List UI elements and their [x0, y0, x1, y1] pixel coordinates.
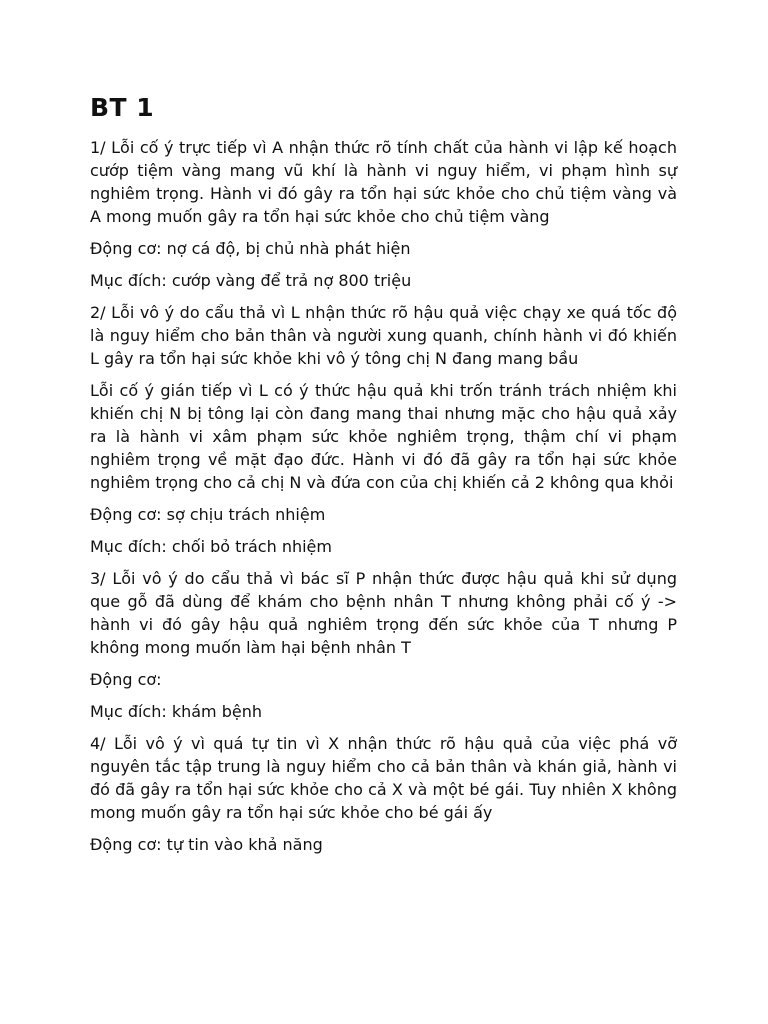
document-page [90, 92, 677, 865]
paragraph-3-answer: 3/ Lỗi vô ý do cẩu thả vì bác sĩ P nhận thức được hậu quả khi sử dụng que gỗ đã dùng để khám cho bệnh nhân T nhưng không phải cố ý -> hành vi đó gây hậu quả nghiêm trọng đến sức khỏe của T nhưng P không mong muốn làm hại bệnh nhân T [90, 569, 677, 657]
paragraph-2-answer: 2/ Lỗi vô ý do cẩu thả vì L nhận thức rõ hậu quả việc chạy xe quá tốc độ là nguy hiểm cho bản thân và người xung quanh, chính hành vi đó khiến L gây ra tổn hại sức khỏe khi vô ý tông chị N đang mang bầu [90, 303, 677, 368]
paragraph-4-motive: Động cơ: tự tin vào khả năng [90, 835, 323, 854]
paragraph-1-motive: Động cơ: nợ cá độ, bị chủ nhà phát hiện [90, 239, 411, 258]
paragraph-3-motive: Động cơ: [90, 670, 162, 689]
paragraph-2-purpose: Mục đích: chối bỏ trách nhiệm [90, 537, 332, 556]
document-title: BT 1 [90, 93, 155, 122]
paragraph-2-answer-continued: Lỗi cố ý gián tiếp vì L có ý thức hậu quả khi trốn tránh trách nhiệm khi khiến chị N bị tông lại còn đang mang thai nhưng mặc cho hậu quả xảy ra là hành vi xâm phạm sức khỏe nghiêm trọng, thậm chí vi phạm nghiêm trọng về mặt đạo đức. Hành vi đó đã gây ra tổn hại sức khỏe nghiêm trọng cho cả chị N và đứa con của chị khiến cả 2 không qua khỏi [90, 381, 677, 492]
paragraph-1-answer: 1/ Lỗi cố ý trực tiếp vì A nhận thức rõ tính chất của hành vi lập kế hoạch cướp tiệm vàng mang vũ khí là hành vi nguy hiểm, vi phạm hình sự nghiêm trọng. Hành vi đó gây ra tổn hại sức khỏe cho chủ tiệm vàng và A mong muốn gây ra tổn hại sức khỏe cho chủ tiệm vàng [90, 138, 677, 226]
paragraph-1-purpose: Mục đích: cướp vàng để trả nợ 800 triệu [90, 271, 412, 290]
paragraph-2-motive: Động cơ: sợ chịu trách nhiệm [90, 505, 326, 524]
paragraph-4-answer: 4/ Lỗi vô ý vì quá tự tin vì X nhận thức rõ hậu quả của việc phá vỡ nguyên tắc tập trung là nguy hiểm cho cả bản thân và khán giả, hành vi đó đã gây ra tổn hại sức khỏe cho cả X và một bé gái. Tuy nhiên X không mong muốn gây ra tổn hại sức khỏe cho bé gái ấy [90, 734, 677, 822]
paragraph-3-purpose: Mục đích: khám bệnh [90, 702, 263, 721]
